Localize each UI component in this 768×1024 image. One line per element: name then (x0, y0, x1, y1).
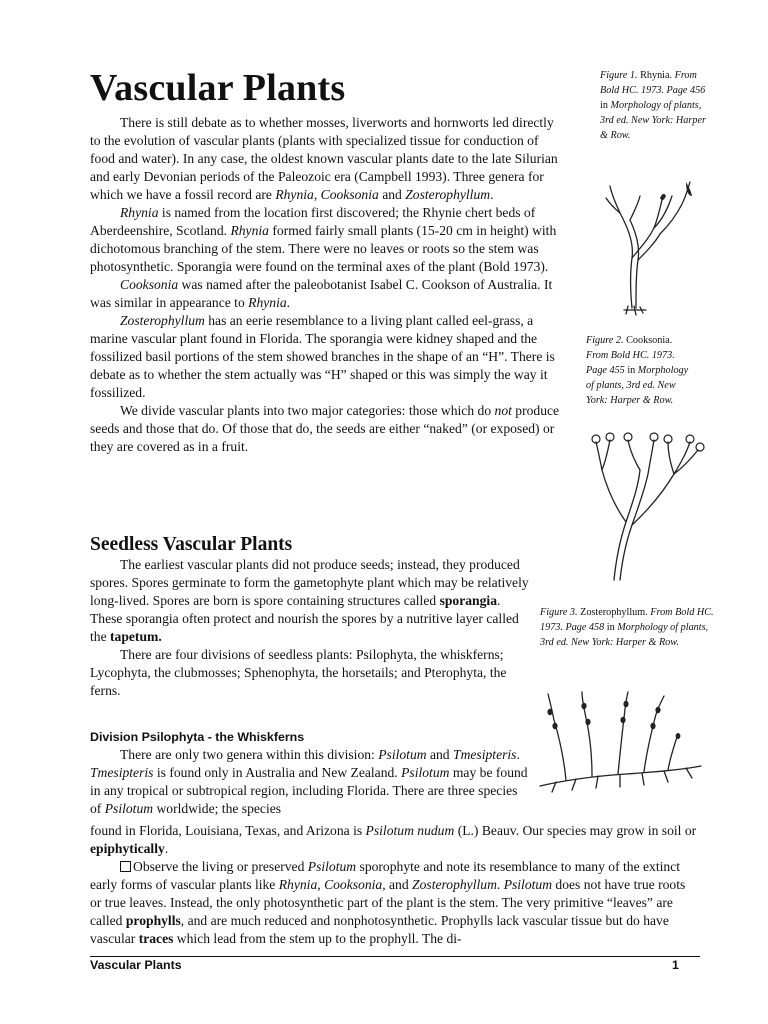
intro-paragraph-1: There is still debate as to whether mosses, liverworts and hornworts led directly to the evolution of vascular plants (plants with specialized tissue for conduction of food and water). In any case, the oldest known vascular plants date to the late Silurian and early Devonian periods of the Paleozoic era (Campbell 1993). Three genera for which we have a fossil record are Rhynia, Cooksonia and Zosterophyllum. (90, 115, 558, 202)
intro-paragraph-categories: We divide vascular plants into two major categories: those which do not produce seeds and those that do. Of those that do, the seeds are either “naked” (or exposed) or they are covered as in a fruit. (90, 403, 560, 454)
page-number: 1 (672, 958, 679, 972)
cooksonia-illustration (590, 430, 710, 590)
figure-3-caption: Figure 3. Zosterophyllum. From Bold HC. 1973. Page 458 in Morphology of plants, 3rd ed. New York: Harper & Row. (540, 607, 714, 648)
intro-paragraph-rhynia: Rhynia is named from the location first discovered; the Rhynie chert beds of Aberdeenshire, Scotland. Rhynia formed fairly small plants (15-20 cm in height) with dichotomous branching of the stem. There were no leaves or roots so the stem was photosynthetic. Sporangia were found on the terminal axes of the plant (Bold 1973). (90, 205, 557, 274)
task-checkbox-icon[interactable] (120, 861, 131, 872)
psilophyta-section (90, 728, 530, 818)
footer-divider (90, 956, 700, 957)
psilophyta-paragraph-1: There are only two genera within this division: Psilotum and Tmesipteris. Tmesipteris is found only in Australia and New Zealand. Psilotum may be found in any tropical or subtropical region, including Florida. There are three species of Psilotum worldwide; the species (90, 747, 528, 816)
subsection-heading-psilophyta: Division Psilophyta - the Whiskferns (90, 730, 305, 744)
footer-title: Vascular Plants (90, 958, 182, 972)
intro-paragraph-cooksonia: Cooksonia was named after the paleobotanist Isabel C. Cookson of Australia. It was similar in appearance to Rhynia. (90, 277, 553, 310)
intro-section (90, 114, 560, 456)
figure-1-caption: Figure 1. Rhynia. From Bold HC. 1973. Page 456 in Morphology of plants, 3rd ed. New York: Harper & Row. (600, 70, 706, 141)
seedless-paragraph-2: There are four divisions of seedless plants: Psilophyta, the whiskferns; Lycophyta, the clubmosses; Sphenophyta, the horsetails; and Pterophyta, the ferns. (90, 647, 507, 698)
seedless-paragraph-1: The earliest vascular plants did not produce seeds; instead, they produced spores. Spores germinate to form the gametophyte plant which may be relatively long-lived. Spores are born is spore containing structures called sporangia. These sporangia often protect and nourish the spores by a nutritive layer called the tapetum. (90, 557, 529, 644)
rhynia-illustration (600, 178, 710, 318)
intro-paragraph-zosterophyllum: Zosterophyllum has an eerie resemblance to a living plant called eel-grass, a marine vascular plant found in Florida. The sporangia were kidney shaped and the fossilized basil portions of the stem showed branches in the shape of an “H”. There is debate as to whether the stem actually was “H” shaped or this was simply the way it fossilized. (90, 313, 555, 400)
page-title: Vascular Plants (90, 67, 346, 109)
full-width-section (90, 822, 700, 948)
species-paragraph: found in Florida, Louisiana, Texas, and Arizona is Psilotum nudum (L.) Beauv. Our species may grow in soil or epiphytically. (90, 823, 697, 856)
seedless-section (90, 556, 535, 700)
section-heading-seedless: Seedless Vascular Plants (90, 534, 293, 555)
observe-paragraph: Observe the living or preserved Psilotum sporophyte and note its resemblance to many of the extinct early forms of vascular plants like Rhynia, Cooksonia, and Zosterophyllum. Psilotum does not have true roots or true leaves. Instead, the only photosynthetic part of the plant is the stem. The very primitive “leaves” are called prophylls, and are much reduced and nonphotosynthetic. Prophylls lack vascular tissue but do have vascular traces which lead from the stem up to the prophyll. The di- (90, 859, 686, 946)
figure-2-caption: Figure 2. Cooksonia. From Bold HC. 1973. Page 455 in Morphology of plants, 3rd ed. New York: Harper & Row. (586, 335, 689, 406)
zosterophyllum-illustration (536, 690, 706, 800)
